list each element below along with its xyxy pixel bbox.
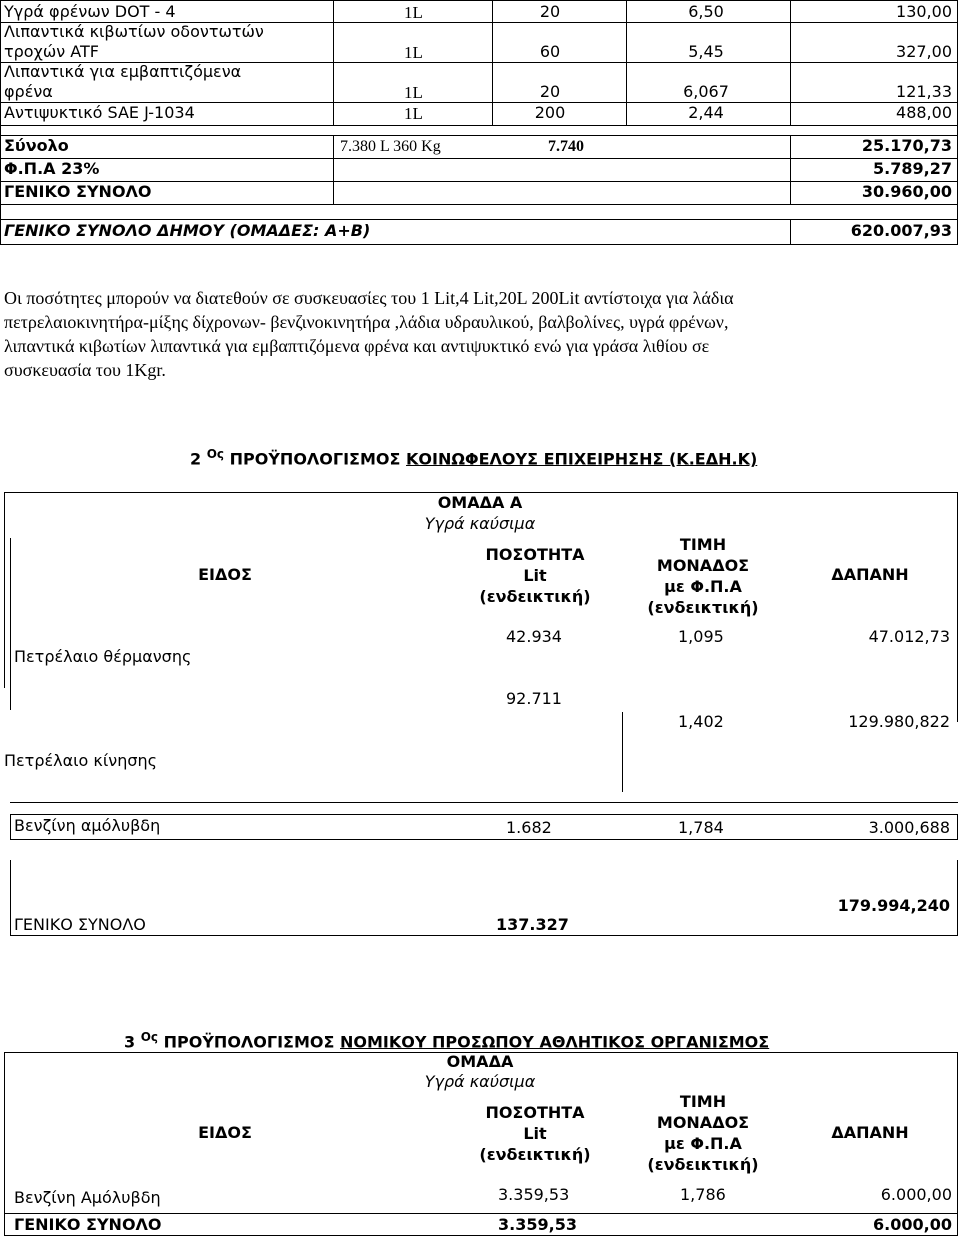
budget-2-group: ΟΜΑΔΑ Α [437,493,523,512]
budget-2-row-3-item: Βενζίνη αμόλυβδη [14,816,161,835]
budget-2-col-price-3: με Φ.Π.Α [664,577,742,596]
top-row-2-price: 5,45 [688,42,724,61]
budget-3-group: ΟΜΑΔΑ [446,1052,514,1071]
budget-2-col-cost: ΔΑΠΑΝΗ [831,565,909,584]
budget-2-row-2-price: 1,402 [678,712,724,731]
budget-3-subgroup: Υγρά καύσιμα [424,1072,536,1091]
top-grand-cost: 30.960,00 [861,182,952,201]
budget-2-total-qty: 137.327 [496,915,569,934]
top-total-qty: 7.740 [548,138,584,155]
budget-2-col-qty-3: (ενδεικτική) [479,587,591,606]
budget-2-col-price-2: ΜΟΝΑΔΟΣ [656,556,750,575]
budget-3-row-item: Βενζίνη Αμόλυβδη [14,1188,161,1207]
budget-3-col-price-4: (ενδεικτική) [647,1155,759,1174]
budget-3-total-qty: 3.359,53 [498,1215,577,1234]
top-row-1-item: Υγρά φρένων DOT - 4 [4,2,176,21]
packaging-note-line: λιπαντικά κιβωτίων λιπαντικά για εμβαπτιζόμενα φρένα και αντιψυκτικό ενώ για γράσα λιθίου σε [4,336,710,356]
top-row-2-item-line2: τροχών ATF [4,42,99,61]
top-row-2-cost: 327,00 [896,42,952,61]
packaging-note-line: συσκευασία του 1Kgr. [4,360,166,380]
budget-3-col-price-1: ΤΙΜΗ [679,1092,727,1111]
top-total-units: 7.380 L 360 Kg [340,138,441,155]
packaging-note-line: πετρελαιοκινητήρα-μίξης δίχρονων- βενζινοκινητήρα ,λάδια υδραυλικού, βαλβολίνες, υγρά φρένων, [4,312,729,332]
budget-2-title-ordinal: Ος [206,447,225,461]
top-row-1-cost: 130,00 [896,2,952,21]
budget-2-col-price-1: ΤΙΜΗ [679,535,727,554]
budget-2-row-1-cost: 47.012,73 [868,627,950,646]
top-row-1-price: 6,50 [688,2,724,21]
budget-3-col-item: ΕΙΔΟΣ [198,1123,252,1142]
budget-3-col-cost: ΔΑΠΑΝΗ [831,1123,909,1142]
budget-2-row-1-qty: 42.934 [506,627,562,646]
top-row-4-qty: 200 [534,103,566,122]
municipality-total-label: ΓΕΝΙΚΟ ΣΥΝΟΛΟ ΔΗΜΟΥ (ΟΜΑΔΕΣ: Α+Β) [4,221,371,240]
top-vat-cost: 5.789,27 [873,159,952,178]
budget-2-title [190,448,757,469]
budget-3-title-number: 3 [124,1032,136,1052]
budget-3-col-qty-2: Lit [523,1124,547,1143]
budget-2-row-3-qty: 1.682 [506,818,552,837]
top-row-4-item: Αντιψυκτικό SAE J-1034 [4,103,195,122]
budget-3-title-plain: ΠΡΟΫΠΟΛΟΓΙΣΜΟΣ [163,1032,341,1052]
budget-3-row-price: 1,786 [680,1185,726,1204]
budget-2-row-3-cost: 3.000,688 [868,818,950,837]
budget-3-total-label: ΓΕΝΙΚΟ ΣΥΝΟΛΟ [14,1215,162,1234]
top-vat-label: Φ.Π.Α 23% [4,159,100,178]
top-row-2-unit: 1L [404,43,423,62]
budget-3-total-cost: 6.000,00 [873,1215,952,1234]
packaging-note [4,286,954,382]
top-row-3-cost: 121,33 [896,82,952,101]
top-row-1-qty: 20 [539,2,561,21]
top-row-3-item-line2: φρένα [4,82,53,101]
top-row-2-item-line1: Λιπαντικά κιβωτίων οδοντωτών [4,22,264,41]
budget-2-col-price-4: (ενδεικτική) [647,598,759,617]
budget-3-row-qty: 3.359,53 [498,1185,570,1204]
budget-3-row-cost: 6.000,00 [880,1185,952,1204]
top-row-3-price: 6,067 [683,82,729,101]
budget-2-total-label: ΓΕΝΙΚΟ ΣΥΝΟΛΟ [14,915,146,934]
budget-3-col-qty-1: ΠΟΣΟΤΗΤΑ [485,1103,585,1122]
budget-2-row-2-qty: 92.711 [506,689,562,708]
packaging-note-line: Οι ποσότητες μπορούν να διατεθούν σε συσκευασίες του 1 Lit,4 Lit,20L 200Lit αντίστοιχα για λάδια [4,288,734,308]
budget-3-col-price-2: ΜΟΝΑΔΟΣ [656,1113,750,1132]
budget-3-title [124,1031,769,1052]
top-total-label: Σύνολο [4,136,69,155]
top-row-4-unit: 1L [404,104,423,123]
budget-2-row-1-price: 1,095 [678,627,724,646]
top-row-3-qty: 20 [539,82,561,101]
top-row-4-price: 2,44 [688,103,724,122]
budget-3-col-price-3: με Φ.Π.Α [664,1134,742,1153]
top-row-2-qty: 60 [539,42,561,61]
budget-3-title-ordinal: Ος [140,1030,159,1044]
budget-2-col-item: ΕΙΔΟΣ [198,565,252,584]
top-total-cost: 25.170,73 [861,136,952,155]
budget-2-col-qty-1: ΠΟΣΟΤΗΤΑ [485,545,585,564]
budget-3-col-qty-3: (ενδεικτική) [479,1145,591,1164]
budget-2-title-plain: ΠΡΟΫΠΟΛΟΓΙΣΜΟΣ [229,449,407,469]
top-grand-label: ΓΕΝΙΚΟ ΣΥΝΟΛΟ [4,182,152,201]
municipality-total-cost: 620.007,93 [850,221,952,240]
budget-2-col-qty-2: Lit [523,566,547,585]
top-row-3-item-line1: Λιπαντικά για εμβαπτιζόμενα [4,62,242,81]
budget-2-title-underlined: ΚΟΙΝΩΦΕΛΟΥΣ ΕΠΙΧΕΙΡΗΣΗΣ (Κ.ΕΔΗ.Κ) [406,449,758,469]
budget-2-row-2-cost: 129.980,822 [848,712,950,731]
budget-2-row-1-item: Πετρέλαιο θέρμανσης [14,647,192,666]
budget-3-title-underlined: ΝΟΜΙΚΟΥ ΠΡΟΣΩΠΟΥ ΑΘΛΗΤΙΚΟΣ ΟΡΓΑΝΙΣΜΟΣ [340,1032,770,1052]
budget-2-row-3-price: 1,784 [678,818,724,837]
budget-2-row-2-item: Πετρέλαιο κίνησης [4,751,158,770]
budget-2-total-cost: 179.994,240 [837,896,950,915]
top-row-1-unit: 1L [404,3,423,22]
top-row-3-unit: 1L [404,83,423,102]
budget-2-title-number: 2 [190,449,202,469]
budget-2-subgroup: Υγρά καύσιμα [424,514,536,533]
top-row-4-cost: 488,00 [896,103,952,122]
